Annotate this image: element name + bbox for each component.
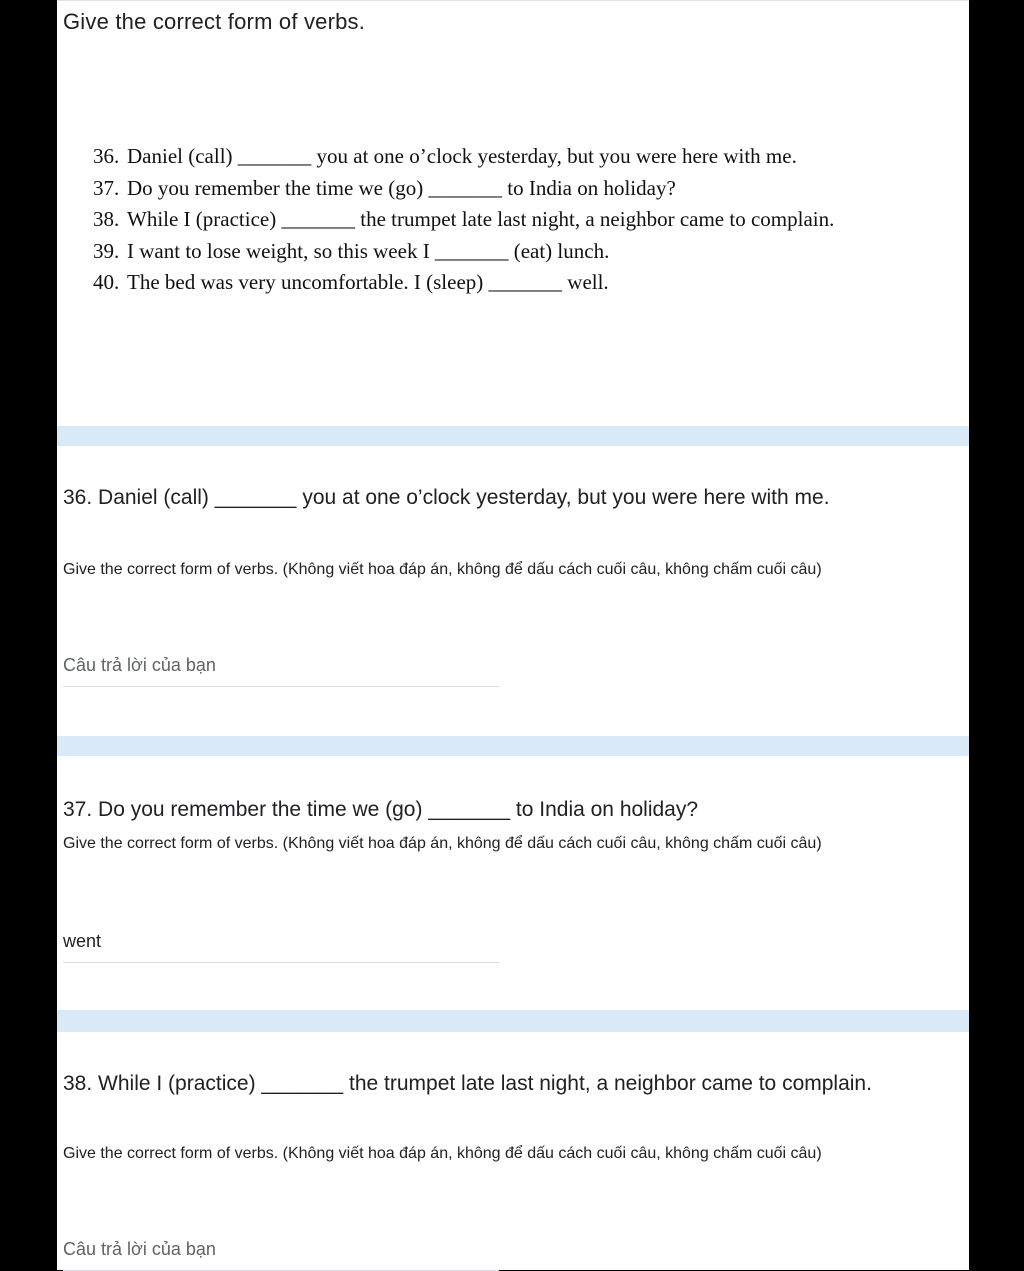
- question-title: 36. Daniel (call) _______ you at one o’clock yesterday, but you were here with me.: [63, 486, 830, 509]
- answer-input[interactable]: went: [63, 926, 499, 963]
- form-page: [57, 0, 969, 1270]
- list-item: 40. The bed was very uncomfortable. I (sleep) _______ well.: [93, 270, 609, 294]
- question-card-38: [57, 1032, 969, 1270]
- question-description: Give the correct form of verbs. (Không viết hoa đáp án, không để dấu cách cuối câu, không chấm cuối câu): [63, 561, 822, 578]
- question-description: Give the correct form of verbs. (Không viết hoa đáp án, không để dấu cách cuối câu, không chấm cuối câu): [63, 1145, 822, 1162]
- question-description: Give the correct form of verbs. (Không viết hoa đáp án, không để dấu cách cuối câu, không chấm cuối câu): [63, 835, 822, 852]
- question-title: 38. While I (practice) _______ the trumpet late last night, a neighbor came to complain.: [63, 1072, 872, 1095]
- question-title: 37. Do you remember the time we (go) _______ to India on holiday?: [63, 798, 699, 821]
- answer-input[interactable]: Câu trả lời của bạn: [63, 650, 499, 687]
- answer-input[interactable]: Câu trả lời của bạn: [63, 1234, 499, 1271]
- exercise-list: [93, 141, 834, 299]
- list-item: 36. Daniel (call) _______ you at one o’clock yesterday, but you were here with me.: [93, 144, 797, 168]
- question-card-36: [57, 446, 969, 736]
- list-item: 38. While I (practice) _______ the trumpet late last night, a neighbor came to complain.: [93, 207, 835, 231]
- list-item: 39. I want to lose weight, so this week I _______ (eat) lunch.: [93, 238, 610, 263]
- question-card-37: [57, 756, 969, 1010]
- page-title: Give the correct form of verbs.: [63, 9, 366, 34]
- intro-card: [57, 0, 969, 426]
- list-item: 37. Do you remember the time we (go) _______ to India on holiday?: [93, 175, 676, 200]
